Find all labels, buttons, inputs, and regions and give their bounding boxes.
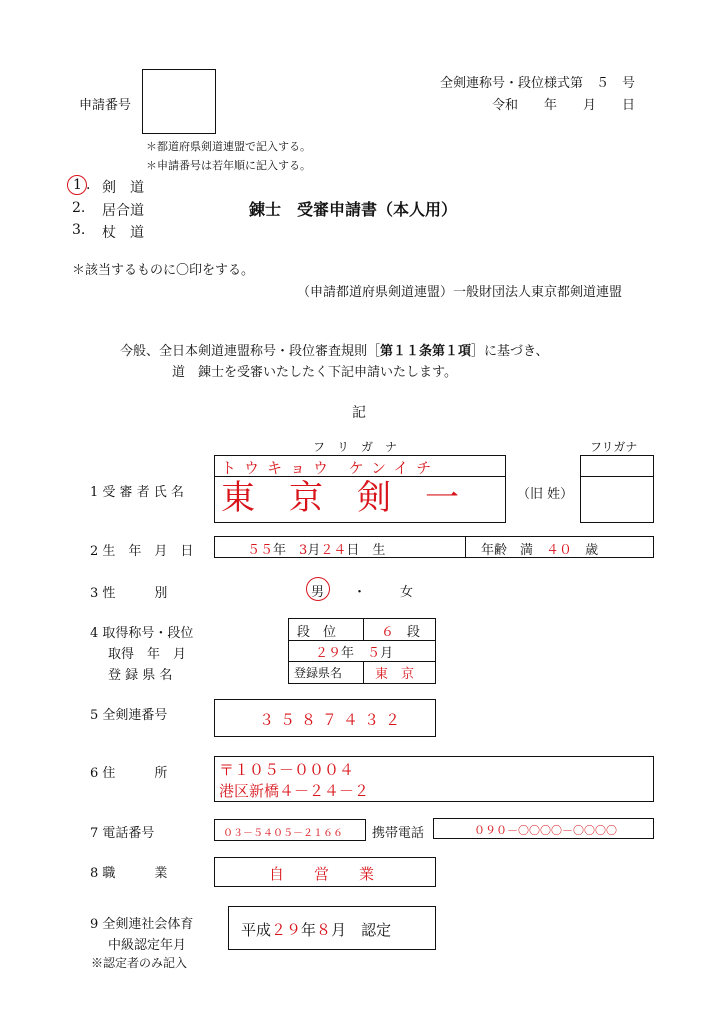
address-box[interactable] <box>214 756 654 802</box>
dan-label: 段 位 <box>297 625 337 640</box>
sex-separator: ・ <box>353 585 367 600</box>
rank-label: 4 取得称号・段位 <box>90 626 194 641</box>
birth-label: 2 生 年 月 日 <box>90 544 194 559</box>
name-label: 1 受 審 者 氏 名 <box>90 485 184 500</box>
discipline-jodo: 杖 道 <box>102 225 144 241</box>
discipline-iaido: 居合道 <box>102 203 144 219</box>
sex-label: 3 性 別 <box>90 586 168 601</box>
name-value: 東 京 剣 一 <box>221 478 459 518</box>
sex-female[interactable]: 女 <box>400 585 414 600</box>
occupation-value: 自 営 業 <box>269 865 375 883</box>
certification-value: 平成２９年８月 認定 <box>241 921 392 939</box>
birth-date: ５５年 3月２４日 生 <box>247 543 386 558</box>
intro-line1: 今般、全日本剣道連盟称号・段位審査規則［第１１条第１項］に基づき、 <box>120 344 549 359</box>
certification-label2: 中級認定年月 <box>108 938 187 953</box>
prefecture-value: 東 京 <box>375 667 415 682</box>
application-number-box[interactable] <box>142 69 216 134</box>
address-line1: 〒１０５－０００４ <box>219 761 355 779</box>
phone-label: 7 電話番号 <box>90 826 155 841</box>
note-order: ＊申請番号は若年順に記入する。 <box>146 159 311 172</box>
age: 年齢 満 ４０ 歳 <box>481 543 599 558</box>
mobile-label: 携帯電話 <box>372 826 425 841</box>
old-name-box[interactable] <box>580 455 654 523</box>
member-number-label: 5 全剣連番号 <box>90 708 168 723</box>
acquired-date-label: 取得 年 月 <box>108 647 187 662</box>
phone-value: ０３－５４０５－２１６６ <box>223 828 343 839</box>
furigana-label: フ リ ガ ナ <box>313 440 398 454</box>
birth-box[interactable] <box>214 536 654 558</box>
discipline-jodo-num: 3. <box>72 222 86 238</box>
phone-box[interactable] <box>214 819 366 841</box>
occupation-box[interactable] <box>214 857 436 887</box>
certification-box[interactable] <box>228 906 436 950</box>
name-box[interactable] <box>214 455 506 523</box>
certification-label: 9 全剣連社会体育 <box>90 917 194 932</box>
member-number-box[interactable] <box>214 699 436 737</box>
rank-table[interactable] <box>288 618 436 684</box>
discipline-iaido-num: 2. <box>72 200 86 216</box>
date-line: 令和 年 月 日 <box>492 98 636 113</box>
discipline-kendo: 剣 道 <box>102 180 144 196</box>
address-line2: 港区新橋４－２４－２ <box>219 782 370 800</box>
discipline-kendo-num: 1 <box>73 177 82 193</box>
form-number: 全剣連称号・段位様式第 ５ 号 <box>440 76 636 91</box>
sex-male[interactable]: 男 <box>311 585 325 600</box>
prefecture-label: 登録県名 <box>294 666 343 680</box>
name-kana: トウキョウ ケンイチ <box>221 459 440 477</box>
certification-note: ※認定者のみ記入 <box>91 956 188 970</box>
ki-mark: 記 <box>352 405 366 421</box>
mobile-value: ０９０－〇〇〇〇－〇〇〇〇 <box>474 824 617 837</box>
mark-note: ＊該当するものに〇印をする。 <box>72 263 255 278</box>
member-number-value: ３５８７４３２ <box>259 711 407 729</box>
note-federation: ＊都道府県剣道連盟で記入する。 <box>146 140 311 153</box>
document-title: 錬士 受審申請書（本人用） <box>249 200 458 219</box>
occupation-label: 8 職 業 <box>90 866 168 881</box>
address-label: 6 住 所 <box>90 766 168 781</box>
furigana-label-old: フリガナ <box>590 440 638 454</box>
old-name-label: （旧 姓） <box>517 487 574 502</box>
application-number-label: 申請番号 <box>79 98 132 113</box>
dan-value: ６ 段 <box>381 625 421 640</box>
acquired-date: ２９年 ５月 <box>315 646 394 661</box>
intro-line2: 道 錬士を受審いたしたく下記申請いたします。 <box>172 365 457 380</box>
federation-name: （申請都道府県剣道連盟）一般財団法人東京都剣道連盟 <box>297 285 623 300</box>
registered-prefecture-label: 登 録 県 名 <box>108 668 173 683</box>
mobile-box[interactable] <box>433 818 654 839</box>
